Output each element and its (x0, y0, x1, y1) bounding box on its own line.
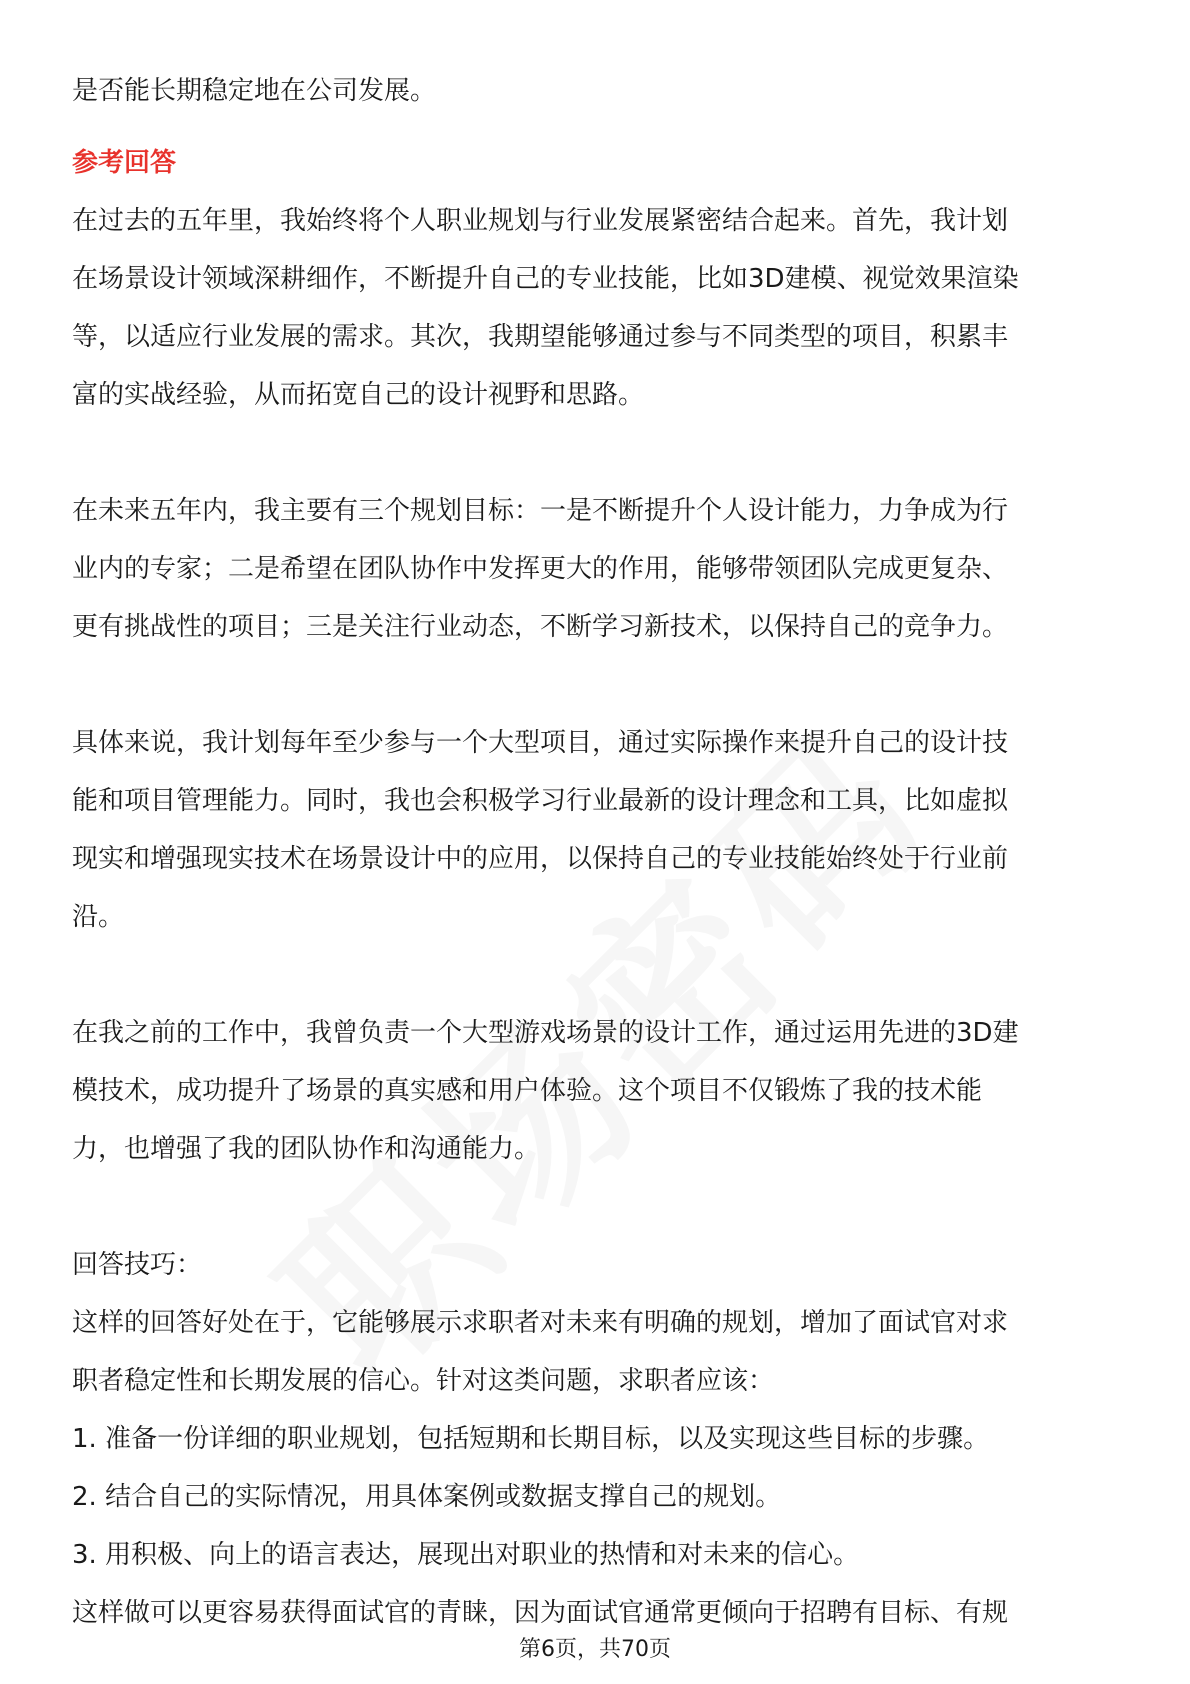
page-number-footer: 第6页，共70页 (519, 1637, 671, 1662)
text-line: 在场景设计领域深耕细作，不断提升自己的专业技能，比如3D建模、视觉效果渲染 (72, 264, 1019, 294)
answer-section-title: 参考回答 (72, 148, 177, 178)
text-line: 现实和增强现实技术在场景设计中的应用，以保持自己的专业技能始终处于行业前 (72, 844, 1009, 874)
answer-paragraph-3 (72, 714, 1122, 946)
paragraph-gap (72, 1178, 1122, 1236)
text-line: 等，以适应行业发展的需求。其次，我期望能够通过参与不同类型的项目，积累丰 (72, 322, 1009, 352)
text-line: 更有挑战性的项目；三是关注行业动态，不断学习新技术，以保持自己的竞争力。 (72, 612, 1009, 642)
text-line: 富的实战经验，从而拓宽自己的设计视野和思路。 (72, 380, 645, 410)
tips-list-item: 2. 结合自己的实际情况，用具体案例或数据支撑自己的规划。 (72, 1482, 782, 1512)
text-line: 这样做可以更容易获得面试官的青睐，因为面试官通常更倾向于招聘有目标、有规 (72, 1598, 1009, 1628)
text-line: 职者稳定性和长期发展的信心。针对这类问题，求职者应该： (72, 1366, 775, 1396)
paragraph-gap (72, 656, 1122, 714)
text-line: 在过去的五年里，我始终将个人职业规划与行业发展紧密结合起来。首先，我计划 (72, 206, 1009, 236)
tips-list-item: 1. 准备一份详细的职业规划，包括短期和长期目标，以及实现这些目标的步骤。 (72, 1424, 990, 1454)
text-line: 模技术，成功提升了场景的真实感和用户体验。这个项目不仅锻炼了我的技术能 (72, 1076, 983, 1106)
text-line: 在我之前的工作中，我曾负责一个大型游戏场景的设计工作，通过运用先进的3D建 (72, 1018, 1019, 1048)
text-line: 这样的回答好处在于，它能够展示求职者对未来有明确的规划，增加了面试官对求 (72, 1308, 1009, 1338)
tips-list (72, 1410, 1122, 1584)
text-line: 沿。 (72, 902, 125, 932)
answer-paragraph-4 (72, 1004, 1122, 1178)
text-line: 在未来五年内，我主要有三个规划目标：一是不断提升个人设计能力，力争成为行 (72, 496, 1009, 526)
tips-section-label: 回答技巧： (72, 1250, 203, 1280)
tips-intro (72, 1294, 1122, 1410)
tips-list-item: 3. 用积极、向上的语言表达，展现出对职业的热情和对未来的信心。 (72, 1540, 860, 1570)
paragraph-gap (72, 946, 1122, 1004)
text-line: 业内的专家；二是希望在团队协作中发挥更大的作用，能够带领团队完成更复杂、 (72, 554, 1009, 584)
answer-paragraph-1 (72, 192, 1122, 424)
text-line: 能和项目管理能力。同时，我也会积极学习行业最新的设计理念和工具，比如虚拟 (72, 786, 1009, 816)
text-line: 具体来说，我计划每年至少参与一个大型项目，通过实际操作来提升自己的设计技 (72, 728, 1009, 758)
paragraph-gap (72, 424, 1122, 482)
intro-tail-text: 是否能长期稳定地在公司发展。 (72, 76, 437, 106)
text-line: 力，也增强了我的团队协作和沟通能力。 (72, 1134, 541, 1164)
answer-paragraph-2 (72, 482, 1122, 656)
page-content (72, 62, 1122, 1642)
